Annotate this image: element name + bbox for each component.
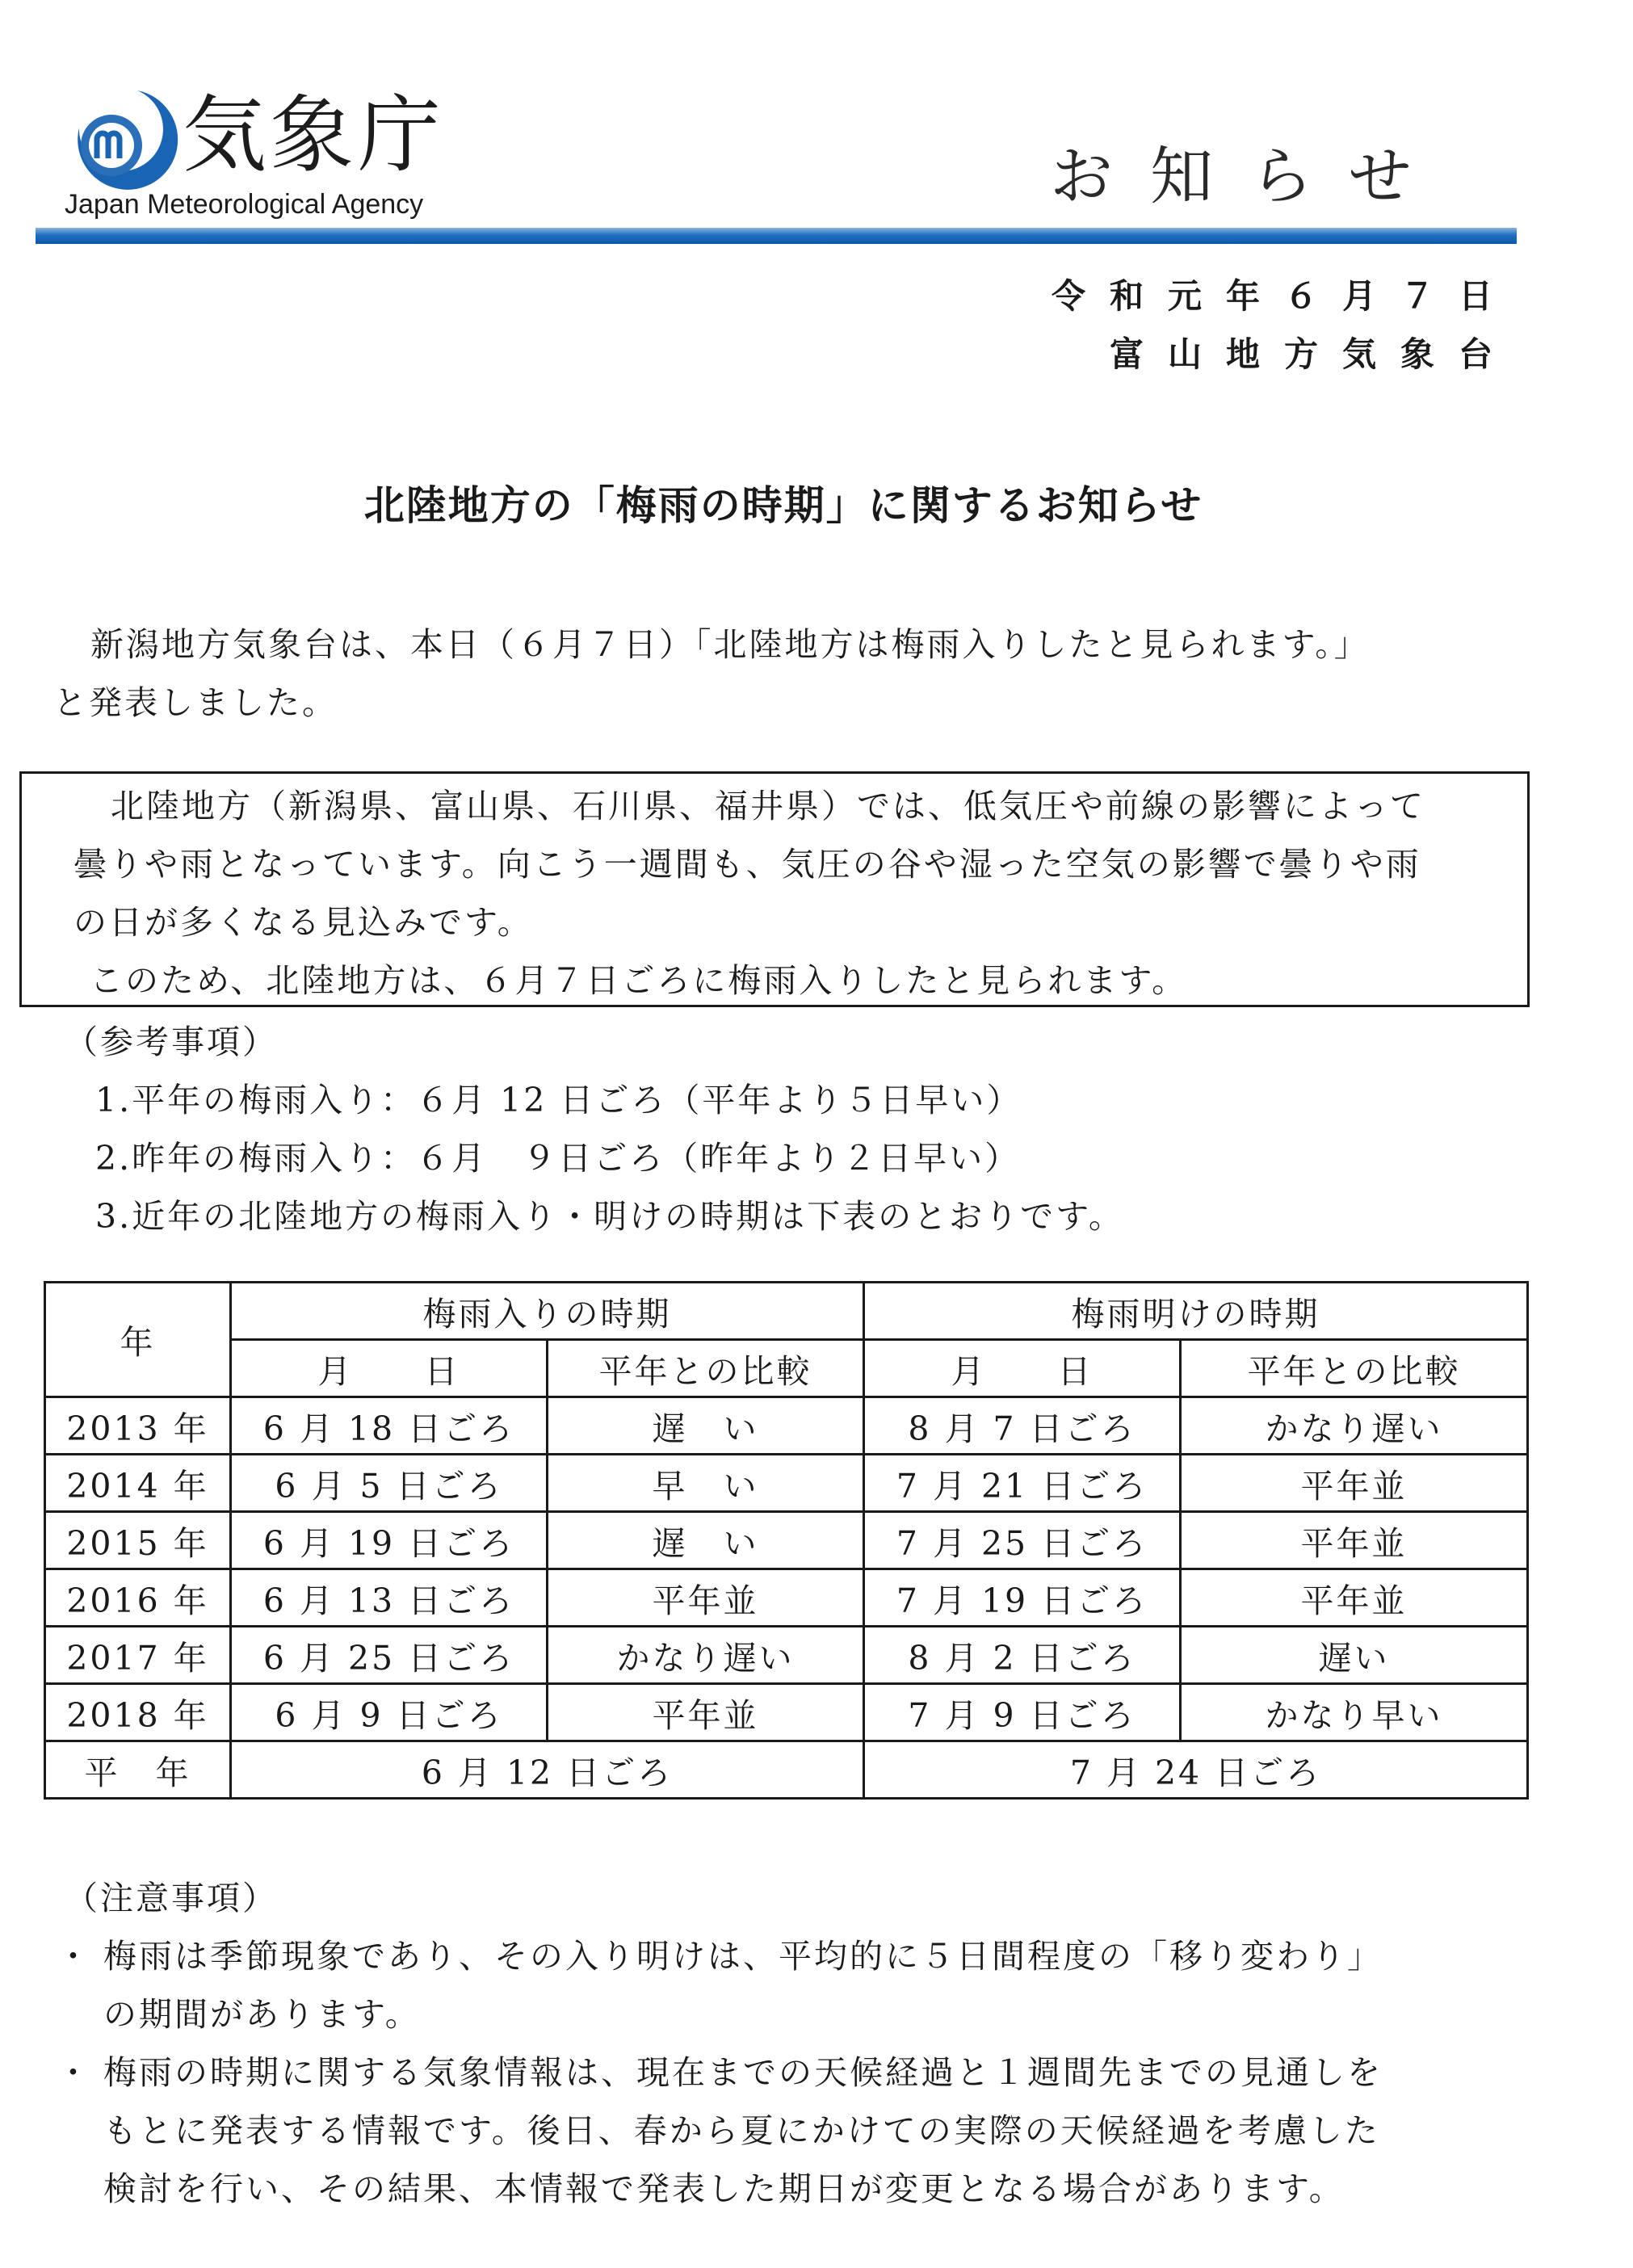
reference-item: 2.昨年の梅雨入り：６月 ９日ごろ（昨年より２日早い） bbox=[95, 1139, 1021, 1178]
year-cell: 2016 年 bbox=[45, 1569, 231, 1627]
note-line: の期間があります。 bbox=[103, 1995, 421, 2034]
issue-date: 令和元年６月７日 bbox=[1051, 276, 1517, 316]
end-compare-cell: 平年並 bbox=[1181, 1512, 1528, 1569]
onset-date-cell: 6 月 13 日ごろ bbox=[231, 1569, 548, 1627]
end-date-cell: 8 月 2 日ごろ bbox=[864, 1627, 1181, 1684]
end-date-subheader: 月 日 bbox=[864, 1340, 1181, 1397]
onset-date-subheader: 月 日 bbox=[231, 1340, 548, 1397]
onset-compare-cell: 早 い bbox=[548, 1455, 864, 1512]
onset-header: 梅雨入りの時期 bbox=[231, 1283, 864, 1340]
bullet-icon: ・ bbox=[57, 2053, 90, 2092]
table-row bbox=[45, 1569, 1528, 1627]
year-cell: 2015 年 bbox=[45, 1512, 231, 1569]
onset-date-cell: 6 月 19 日ごろ bbox=[231, 1512, 548, 1569]
table-row bbox=[45, 1397, 1528, 1455]
year-header: 年 bbox=[45, 1283, 231, 1397]
onset-date-cell: 6 月 18 日ごろ bbox=[231, 1397, 548, 1455]
intro-line: と発表しました。 bbox=[53, 683, 338, 722]
header-divider bbox=[36, 228, 1517, 244]
end-compare-cell: 平年並 bbox=[1181, 1455, 1528, 1512]
note-line: 梅雨の時期に関する気象情報は、現在までの天候経過と１週間先までの見通しを bbox=[103, 2053, 1383, 2092]
rainy-season-table bbox=[44, 1281, 1529, 1800]
normal-end-cell: 7 月 24 日ごろ bbox=[864, 1741, 1528, 1799]
end-header: 梅雨明けの時期 bbox=[864, 1283, 1528, 1340]
table-header-row bbox=[45, 1283, 1528, 1340]
summary-line: このため、北陸地方は、６月７日ごろに梅雨入りしたと見られます。 bbox=[90, 961, 1188, 1000]
jma-logo-icon bbox=[63, 81, 184, 202]
note-item bbox=[103, 2043, 1541, 2218]
onset-compare-cell: 遅 い bbox=[548, 1512, 864, 1569]
intro-line: 新潟地方気象台は、本日（６月７日）「北陸地方は梅雨入りしたと見られます。」 bbox=[90, 625, 1370, 664]
onset-date-cell: 6 月 9 日ごろ bbox=[231, 1684, 548, 1741]
summary-box bbox=[19, 771, 1530, 1007]
table-normal-row bbox=[45, 1741, 1528, 1799]
table-row bbox=[45, 1512, 1528, 1569]
note-line: 検討を行い、その結果、本情報で発表した期日が変更となる場合があります。 bbox=[103, 2169, 1345, 2208]
onset-compare-cell: 平年並 bbox=[548, 1569, 864, 1627]
reference-item: 1.平年の梅雨入り：６月 12 日ごろ（平年より５日早い） bbox=[95, 1081, 1022, 1119]
year-cell: 2018 年 bbox=[45, 1684, 231, 1741]
end-date-cell: 7 月 9 日ごろ bbox=[864, 1684, 1181, 1741]
year-cell: 2017 年 bbox=[45, 1627, 231, 1684]
issuing-office: 富山地方気象台 bbox=[1109, 334, 1517, 374]
note-line: もとに発表する情報です。後日、春から夏にかけての実際の天候経過を考慮した bbox=[103, 2111, 1380, 2150]
onset-compare-cell: 遅 い bbox=[548, 1397, 864, 1455]
agency-name-en: Japan Meteorological Agency bbox=[65, 189, 424, 220]
note-item bbox=[103, 1927, 1541, 2043]
table-row bbox=[45, 1455, 1528, 1512]
onset-compare-cell: かなり遅い bbox=[548, 1627, 864, 1684]
end-compare-cell: かなり遅い bbox=[1181, 1397, 1528, 1455]
summary-paragraph bbox=[49, 777, 1519, 1010]
intro-paragraph bbox=[53, 615, 1526, 732]
onset-compare-cell: 平年並 bbox=[548, 1684, 864, 1741]
summary-line: 北陸地方（新潟県、富山県、石川県、福井県）では、低気圧や前線の影響によって bbox=[111, 787, 1425, 825]
reference-heading: （参考事項） bbox=[65, 1023, 278, 1061]
document-title: 北陸地方の「梅雨の時期」に関するお知らせ bbox=[363, 482, 1203, 529]
end-date-cell: 7 月 25 日ごろ bbox=[864, 1512, 1181, 1569]
reference-item: 3.近年の北陸地方の梅雨入り・明けの時期は下表のとおりです。 bbox=[95, 1197, 1124, 1236]
notes-heading: （注意事項） bbox=[65, 1879, 278, 1917]
table-row bbox=[45, 1627, 1528, 1684]
normal-onset-cell: 6 月 12 日ごろ bbox=[231, 1741, 864, 1799]
table-row bbox=[45, 1684, 1528, 1741]
end-compare-subheader: 平年との比較 bbox=[1181, 1340, 1528, 1397]
summary-line: の日が多くなる見込みです。 bbox=[73, 903, 533, 942]
normal-label-cell: 平 年 bbox=[45, 1741, 231, 1799]
end-date-cell: 8 月 7 日ごろ bbox=[864, 1397, 1181, 1455]
end-date-cell: 7 月 19 日ごろ bbox=[864, 1569, 1181, 1627]
onset-date-cell: 6 月 25 日ごろ bbox=[231, 1627, 548, 1684]
table-subheader-row bbox=[45, 1340, 1528, 1397]
onset-compare-subheader: 平年との比較 bbox=[548, 1340, 864, 1397]
bullet-icon: ・ bbox=[57, 1937, 90, 1976]
year-cell: 2014 年 bbox=[45, 1455, 231, 1512]
note-line: 梅雨は季節現象であり、その入り明けは、平均的に５日間程度の「移り変わり」 bbox=[103, 1937, 1383, 1976]
end-compare-cell: かなり早い bbox=[1181, 1684, 1528, 1741]
year-cell: 2013 年 bbox=[45, 1397, 231, 1455]
notice-label: お知らせ bbox=[1050, 141, 1449, 213]
end-date-cell: 7 月 21 日ごろ bbox=[864, 1455, 1181, 1512]
agency-name-ja: 気象庁 bbox=[183, 86, 445, 184]
end-compare-cell: 平年並 bbox=[1181, 1569, 1528, 1627]
summary-line: 曇りや雨となっています。向こう一週間も、気圧の谷や湿った空気の影響で曇りや雨 bbox=[73, 845, 1421, 884]
onset-date-cell: 6 月 5 日ごろ bbox=[231, 1455, 548, 1512]
end-compare-cell: 遅い bbox=[1181, 1627, 1528, 1684]
